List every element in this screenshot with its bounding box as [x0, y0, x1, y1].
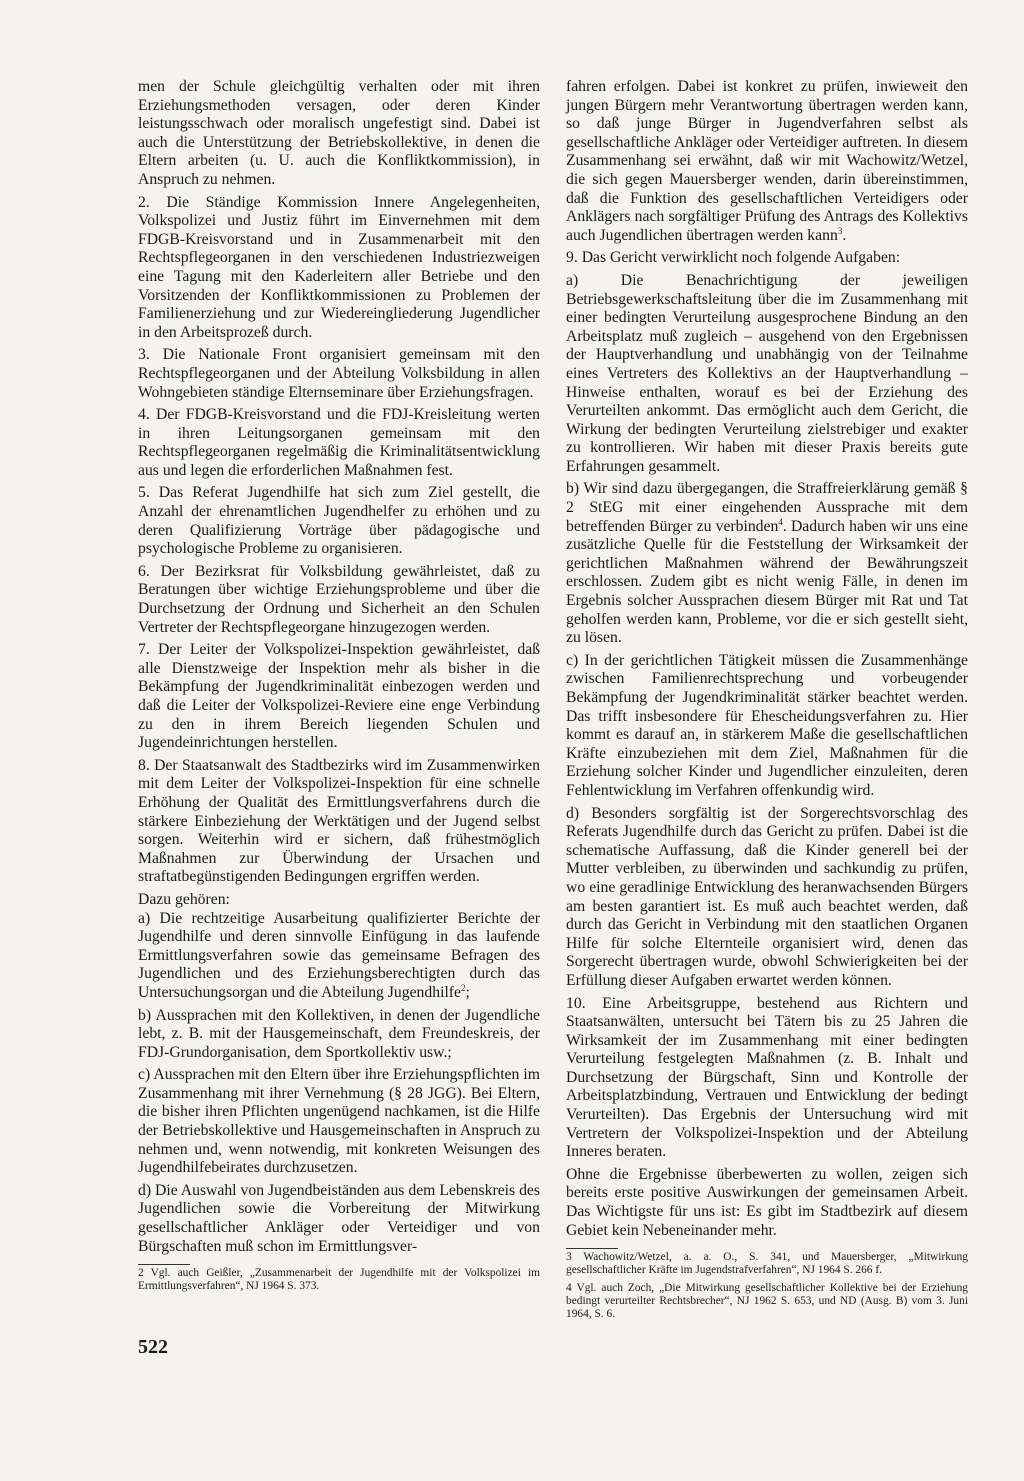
paragraph-item-6: 6. Der Bezirksrat für Volksbildung gewährleistet, daß zu Beratungen über wichtige Erziehungsprobleme und über die Durchsetzung der Ordnung und Sicherheit an den Schulen Vertreter der Rechtspflegeorgane hinzugezogen werden.	[138, 562, 540, 636]
footnotes-right	[566, 1248, 968, 1321]
list-item-a-text: a) Die rechtzeitige Ausarbeitung qualifizierter Berichte der Jugendhilfe und deren sinnvolle Einfügung in das laufende Ermittlungsverfahren sowie das gemeinsame Befragen des Jugendlichen und des Erziehungsberechtigten durch das Untersuchungsorgan und die Abteilung Jugendhilfe	[138, 909, 540, 1001]
paragraph-continuation-text: fahren erfolgen. Dabei ist konkret zu prüfen, inwieweit den jungen Bürgern mehr Verantwortung übertragen werden kann, so daß junge Bürger in Jugendverfahren selbst als gesellschaftliche Ankläger oder Verteidiger auftreten. In diesem Zusammenhang sei erwähnt, daß wir mit Wachowitz/Wetzel, die sich gegen Mauersberger wenden, darin übereinstimmen, daß die Funktion des gesellschaftlichen Verteidigers oder Anklägers nach sorgfältiger Prüfung des Antrags des Kollektivs auch Jugendlichen übertragen werden kann	[566, 78, 968, 244]
page-number: 522	[138, 1336, 168, 1358]
list-item-9c: c) In der gerichtlichen Tätigkeit müssen die Zusammenhänge zwischen Familienrechtsprechung und vorbeugender Bekämpfung der Jugendkriminalität stärker beachtet werden. Das trifft insbesondere für Ehescheidungsverfahren zu. Hier kommt es darauf an, in stärkerem Maße die gesellschaftlichen Kräfte einzubeziehen mit dem Ziel, Maßnahmen für die Erziehung solcher Kinder und Jugendlicher einzuleiten, deren Fehlentwicklung im Verfahren offenkundig wird.	[566, 651, 968, 799]
left-column	[138, 78, 540, 1298]
list-item-9d: d) Besonders sorgfältig ist der Sorgerechtsvorschlag des Referats Jugendhilfe durch das Gericht zu prüfen. Dabei ist die schematische Auffassung, daß die Kinder generell bei der Mutter verbleiben, zu überwinden und sachkundig zu prüfen, wo eine geradlinige Entwicklung des heranwachsenden Bürgers am besten garantiert ist. Es muß auch beachtet werden, daß durch das Gericht in Verbindung mit den staatlichen Organen Hilfe für solche Elternteile organisiert wird, denen das Sorgerecht übertragen wurde, obwohl Schwierigkeiten bei der Erfüllung dieser Aufgaben erwartet werden können.	[566, 804, 968, 989]
list-item-9b-rest: . Dadurch haben wir uns eine zusätzliche Quelle für die Feststellung der Wirksamkeit der gerichtlichen Maßnahmen während der Bewährungszeit erschlossen. Zudem gibt es nicht wenig Fälle, in denen im Ergebnis solcher Aussprachen diesem Bürger mit Rat und Tat geholfen werden kann, Probleme, vor die er sich gestellt sieht, zu lösen.	[566, 517, 968, 647]
footnote-3: 3 Wachowitz/Wetzel, a. a. O., S. 341, und Mauersberger, „Mitwirkung gesellschaftlicher Kräfte im Jugendstrafverfahren“, NJ 1964 S. 266 f.	[566, 1251, 968, 1277]
paragraph-item-4: 4. Der FDGB-Kreisvorstand und die FDJ-Kreisleitung werten in ihren Leitungsorganen gemeinsam mit den Rechtspflegeorganen regelmäßig die Kriminalitätsentwicklung aus und legen die erforderlichen Maßnahmen fest.	[138, 406, 540, 479]
list-item-9b-text: b) Wir sind dazu übergegangen, die Straffreierklärung gemäß § 2 StEG mit einer eingehenden Aussprache mit dem betreffenden Bürger zu verbinden	[566, 480, 968, 535]
list-item-a	[138, 910, 540, 1003]
paragraph-item-8: 8. Der Staatsanwalt des Stadtbezirks wird im Zusammenwirken mit dem Leiter der Volkspolizei-Inspektion für eine schnelle Erhöhung der Qualität des Ermittlungsverfahrens durch die stärkere Einbeziehung der Werktätigen und der Jugend selbst sorgen. Weiterhin wird er sichern, daß frühestmöglich Maßnahmen zur Überwindung der Ursachen und straftatbegünstigenden Bedingungen ergriffen werden.	[138, 756, 540, 886]
list-item-9a: a) Die Benachrichtigung der jeweiligen Betriebsgewerkschaftsleitung über die im Zusammenhang mit einer bedingten Verurteilung ausgesprochene Bindung an den Arbeitsplatz muß zugleich – ausgehend von den Ergebnissen der Hauptverhandlung und unabhängig von der Teilnahme eines Vertreters des Kollektivs an der Hauptverhandlung – Hinweise enthalten, worauf es bei der Erziehung des Verurteilten ankommt. Das ermöglicht auch dem Gericht, die Wirkung der bedingten Verurteilung zielstrebiger und exakter zu kontrollieren. Wir haben mit dieser Praxis bereits gute Erfahrungen gesammelt.	[566, 271, 968, 475]
paragraph-conclusion: Ohne die Ergebnisse überbewerten zu wollen, zeigen sich bereits erste positive Auswirkungen der gemeinsamen Arbeit. Das Wichtigste für uns ist: Es gibt im Stadtbezirk auf diesem Gebiet kein Nebeneinander mehr.	[566, 1165, 968, 1239]
paragraph-item-10: 10. Eine Arbeitsgruppe, bestehend aus Richtern und Staatsanwälten, untersucht bei Tätern bis zu 25 Jahren die Wirksamkeit der im Zusammenhang mit einer bedingten Verurteilung festgelegten Maßnahmen (z. B. Inhalt und Durchsetzung der Bürgschaft, Sinn und Kontrolle der Arbeitsplatzbindung, Vertrauen und Entwicklung der bedingt Verurteilten). Das Ergebnis der Untersuchung wird mit Vertretern der Volkspolizei-Inspektion und der Abteilung Inneres beraten.	[566, 994, 968, 1161]
paragraph: men der Schule gleichgültig verhalten oder mit ihren Erziehungsmethoden versagen, oder deren Kinder leistungsschwach oder moralisch ungefestigt sind. Dabei ist auch die Unterstützung der Betriebskollektive, in denen die Eltern arbeiten (u. U. auch die Konfliktkommission), in Anspruch zu nehmen.	[138, 78, 540, 188]
paragraph-item-7: 7. Der Leiter der Volkspolizei-Inspektion gewährleistet, daß alle Dienstzweige der Inspektion mehr als bisher in die Bekämpfung der Jugendkriminalität einbezogen werden und daß die Leiter der Volkspolizei-Reviere eine enge Verbindung zu den in ihrem Bereich liegenden Schulen und Jugendeinrichtungen herstellen.	[138, 641, 540, 752]
list-item-c: c) Aussprachen mit den Eltern über ihre Erziehungspflichten im Zusammenhang mit ihrer Vernehmung (§ 28 JGG). Bei Eltern, die bisher ihren Pflichten ungenügend nachkamen, ist die Hilfe der Betriebskollektive und Hausgemeinschaften in Anspruch zu nehmen und, wenn notwendig, mit konkreten Weisungen des Jugendhilfebeirates durchzusetzen.	[138, 1066, 540, 1177]
paragraph-item-5: 5. Das Referat Jugendhilfe hat sich zum Ziel gestellt, die Anzahl der ehrenamtlichen Jugendhelfer zu erhöhen und zu deren Qualifizierung Vorträge über pädagogische und psychologische Probleme zu organisieren.	[138, 484, 540, 558]
footnote-4: 4 Vgl. auch Zoch, „Die Mitwirkung gesellschaftlicher Kollektive bei der Erziehung bedingt verurteilter Rechtsbrecher“, NJ 1962 S. 653, und ND (Ausg. B) vom 3. Juni 1964, S. 6.	[566, 1281, 968, 1321]
paragraph-item-9: 9. Das Gericht verwirklicht noch folgende Aufgaben:	[566, 249, 901, 267]
footnote-2: 2 Vgl. auch Geißler, „Zusammenarbeit der Jugendhilfe mit der Volkspolizei im Ermittlungsverfahren“, NJ 1964 S. 373.	[138, 1267, 540, 1293]
right-column	[566, 78, 968, 1325]
paragraph-continuation	[566, 78, 968, 245]
footnotes-left	[138, 1264, 540, 1293]
paragraph-item-2: 2. Die Ständige Kommission Innere Angelegenheiten, Volkspolizei und Justiz führt im Einvernehmen mit dem FDGB-Kreisvorstand und in Zusammenarbeit mit den Rechtspflegeorganen in den verschiedenen Industriezweigen eine Tagung mit den Kaderleitern aller Betriebe und den Vorsitzenden der Konfliktkommissionen zu Problemen der Familienerziehung und zur Wiedereingliederung Jugendlicher in den Arbeitsprozeß durch.	[138, 193, 540, 341]
paragraph-dazu: Dazu gehören:	[138, 890, 230, 908]
footnote-ref-3: 3	[837, 225, 843, 236]
list-item-b: b) Aussprachen mit den Kollektiven, in denen der Jugendliche lebt, z. B. mit der Hausgemeinschaft, dem Freundeskreis, der FDJ-Grundorganisation, dem Sportkollektiv usw.;	[138, 1006, 540, 1061]
footnote-ref-2: 2	[461, 982, 466, 993]
list-item-d: d) Die Auswahl von Jugendbeiständen aus dem Lebenskreis des Jugendlichen sowie die Vorbereitung der Mitwirkung gesellschaftlicher Ankläger oder Verteidiger und von Bürgschaften muß schon im Ermittlungsver-	[138, 1181, 540, 1255]
footnote-ref-4: 4	[778, 516, 783, 527]
list-item-a-end: ;	[465, 983, 470, 1001]
paragraph-item-3: 3. Die Nationale Front organisiert gemeinsam mit den Rechtspflegeorganen und der Abteilung Volksbildung in allen Wohngebieten ständige Elternseminare über Erziehungsfragen.	[138, 346, 540, 401]
list-item-9b	[566, 480, 968, 647]
paragraph-continuation-end: .	[842, 226, 847, 244]
